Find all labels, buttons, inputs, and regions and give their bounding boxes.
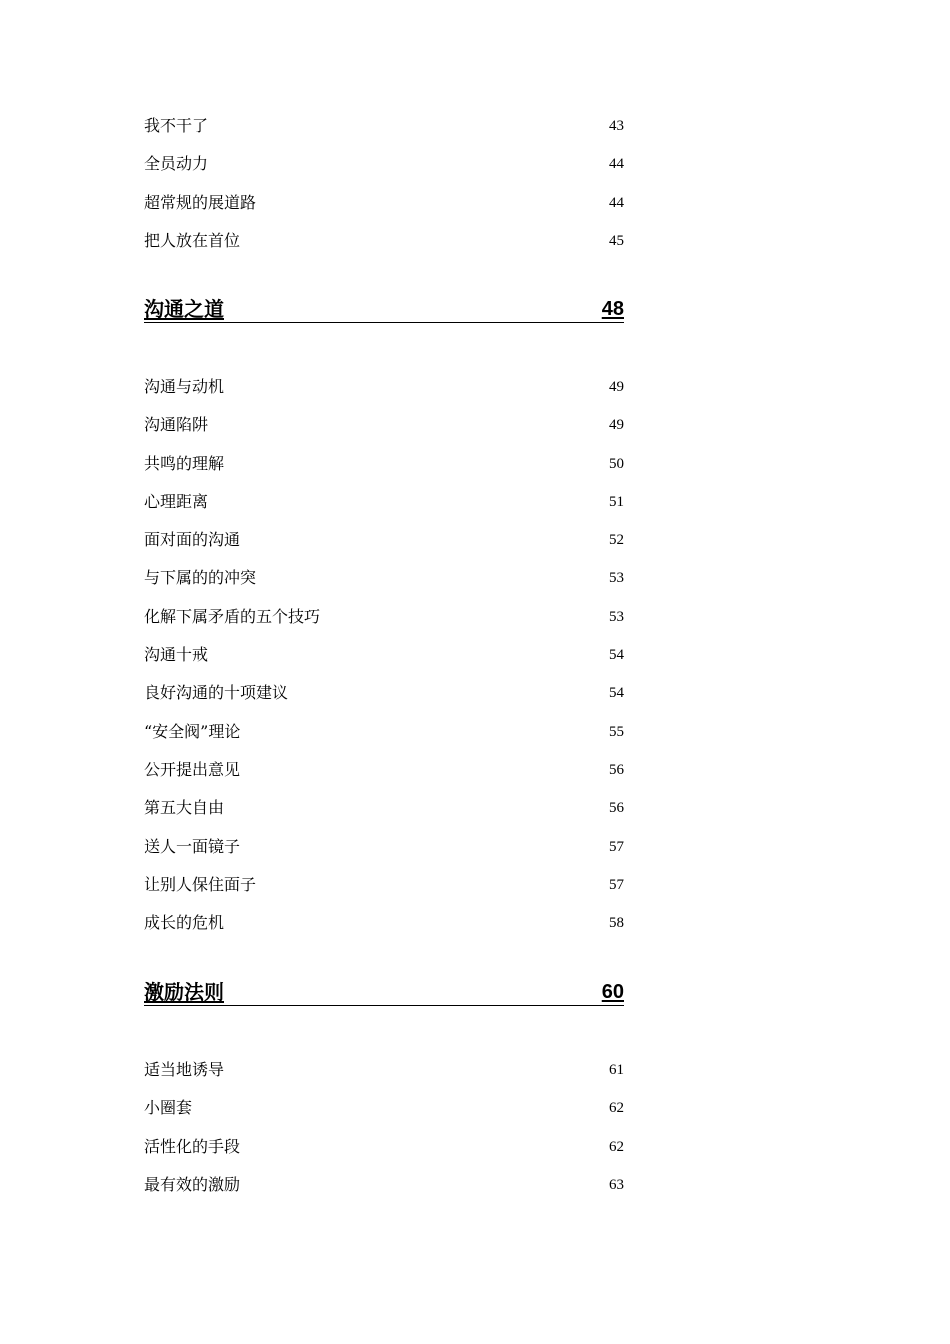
- toc-entry[interactable]: [144, 222, 624, 260]
- chapter-page: 60: [601, 981, 624, 1003]
- toc-entry-title: 第五大自由: [144, 798, 225, 818]
- toc-group-communication: [144, 368, 624, 942]
- toc-entry-page: 62: [609, 1138, 624, 1155]
- toc-entry-title: 小圈套: [144, 1098, 193, 1118]
- toc-entry-title: 我不干了: [144, 116, 209, 135]
- chapter-page: 48: [601, 298, 624, 320]
- chapter-heading-motivation-wrap: [144, 975, 624, 1006]
- toc-entry-title: 把人放在首位: [144, 230, 241, 250]
- toc-entry-title: 沟通与动机: [144, 377, 225, 396]
- toc-entry[interactable]: [144, 1166, 624, 1204]
- toc-entry[interactable]: [144, 107, 624, 145]
- toc-entry[interactable]: [144, 184, 624, 222]
- toc-entry[interactable]: [144, 145, 624, 183]
- toc-entry[interactable]: [144, 674, 624, 712]
- toc-entry[interactable]: [144, 1128, 624, 1166]
- toc-entry-title: 共鸣的理解: [144, 453, 225, 473]
- toc-entry-page: 44: [609, 156, 624, 173]
- toc-entry-page: 62: [609, 1100, 624, 1117]
- toc-entry[interactable]: [144, 1089, 624, 1127]
- toc-entry-title: 最有效的激励: [144, 1174, 241, 1194]
- toc-entry-page: 54: [609, 685, 624, 702]
- toc-entry-title: 成长的危机: [144, 913, 225, 933]
- toc-entry-page: 63: [609, 1176, 624, 1193]
- toc-entry-title: “安全阀”理论: [144, 721, 241, 741]
- toc-entry-title: 公开提出意见: [144, 759, 241, 779]
- toc-entry[interactable]: [144, 445, 624, 483]
- toc-entry[interactable]: [144, 713, 624, 751]
- toc-group-continued: [144, 107, 624, 260]
- toc-entry[interactable]: [144, 636, 624, 674]
- toc-entry-title: 沟通陷阱: [144, 415, 209, 435]
- toc-entry-title: 沟通十戒: [144, 645, 209, 665]
- chapter-title: 激励法则: [144, 980, 224, 1004]
- toc-group-motivation: [144, 1051, 624, 1204]
- toc-entry-page: 56: [609, 800, 624, 817]
- toc-entry-title: 让别人保住面子: [144, 874, 257, 894]
- toc-entry-page: 45: [609, 232, 624, 249]
- toc-entry-page: 52: [609, 532, 624, 549]
- toc-entry-page: 53: [609, 570, 624, 587]
- toc-entry-page: 54: [609, 647, 624, 664]
- chapter-heading[interactable]: [144, 975, 624, 1006]
- toc-entry[interactable]: [144, 521, 624, 559]
- toc-entry-page: 55: [609, 723, 624, 740]
- toc-entry-page: 49: [609, 379, 624, 395]
- toc-entry-page: 43: [609, 118, 624, 134]
- toc-entry[interactable]: [144, 751, 624, 789]
- toc-page: [144, 0, 624, 1344]
- toc-entry-page: 61: [609, 1062, 624, 1078]
- toc-entry-title: 送人一面镜子: [144, 836, 241, 856]
- chapter-heading-communication-wrap: [144, 292, 624, 323]
- toc-entry[interactable]: [144, 828, 624, 866]
- toc-entry[interactable]: [144, 598, 624, 636]
- toc-entry-title: 活性化的手段: [144, 1136, 241, 1156]
- toc-entry[interactable]: [144, 904, 624, 942]
- toc-entry[interactable]: [144, 1051, 624, 1089]
- toc-entry-title: 全员动力: [144, 154, 209, 174]
- toc-entry-page: 49: [609, 417, 624, 434]
- toc-entry-page: 50: [609, 455, 624, 472]
- toc-entry-page: 56: [609, 761, 624, 778]
- toc-entry[interactable]: [144, 483, 624, 521]
- chapter-title: 沟通之道: [144, 297, 224, 321]
- toc-entry-title: 化解下属矛盾的五个技巧: [144, 606, 321, 626]
- toc-entry[interactable]: [144, 866, 624, 904]
- toc-entry[interactable]: [144, 559, 624, 597]
- toc-entry[interactable]: [144, 406, 624, 444]
- toc-entry-page: 53: [609, 608, 624, 625]
- toc-entry[interactable]: [144, 368, 624, 406]
- toc-entry-page: 58: [609, 915, 624, 932]
- chapter-heading[interactable]: [144, 292, 624, 323]
- toc-entry-page: 57: [609, 838, 624, 855]
- toc-entry-title: 心理距离: [144, 491, 209, 511]
- toc-entry-title: 适当地诱导: [144, 1060, 225, 1079]
- toc-entry-page: 44: [609, 194, 624, 211]
- toc-entry[interactable]: [144, 789, 624, 827]
- toc-entry-page: 51: [609, 493, 624, 510]
- toc-entry-title: 与下属的的冲突: [144, 568, 257, 588]
- toc-entry-page: 57: [609, 876, 624, 893]
- toc-entry-title: 良好沟通的十项建议: [144, 683, 289, 703]
- toc-entry-title: 超常规的展道路: [144, 192, 257, 212]
- toc-entry-title: 面对面的沟通: [144, 530, 241, 550]
